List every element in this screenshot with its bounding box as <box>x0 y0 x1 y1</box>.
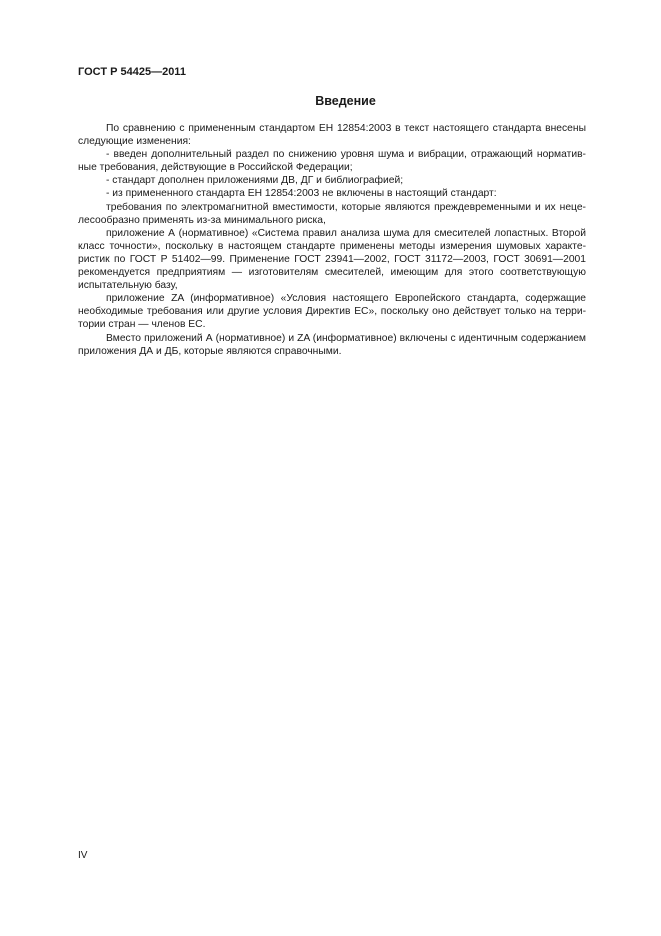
text-line: ристик по ГОСТ Р 51402—99. Применение ГОСТ 23941—2002, ГОСТ 31172—2003, ГОСТ 30691—2001 <box>78 253 586 265</box>
text-line: приложения ДА и ДБ, которые являются справочными. <box>78 345 342 357</box>
text-line: класс точности», поскольку в настоящем стандарте применены методы измерения шумовых характе- <box>78 240 586 252</box>
text-line: необходимые требования или другие условия Директив ЕС», поскольку оно действует только на терри- <box>78 306 586 318</box>
document-header: ГОСТ Р 54425—2011 <box>78 66 186 78</box>
text-line: - из примененного стандарта ЕН 12854:2003 не включены в настоящий стандарт: <box>106 188 497 200</box>
text-line: По сравнению с примененным стандартом ЕН 12854:2003 в текст настоящего стандарта внесены <box>106 123 586 134</box>
text-line: приложение ZA (информативное) «Условия настоящего Европейского стандарта, содержащие <box>106 293 586 305</box>
text-line: следующие изменения: <box>78 136 191 148</box>
text-line: - стандарт дополнен приложениями ДВ, ДГ и библиографией; <box>106 175 404 187</box>
text-line: приложение А (нормативное) «Система правил анализа шума для смесителей лопастных. Второй <box>106 227 586 239</box>
section-title: Введение <box>315 94 376 108</box>
text-line: тории стран — членов ЕС. <box>78 319 206 331</box>
text-line: ные требования, действующие в Российской Федерации; <box>78 162 353 174</box>
text-line: испытательную базу, <box>78 280 178 292</box>
text-line: - введен дополнительный раздел по снижению уровня шума и вибрации, отражающий норматив- <box>106 149 586 161</box>
page-number: IV <box>78 850 88 861</box>
introduction-text <box>78 122 586 358</box>
text-line: лесообразно применять из-за минимального риска, <box>78 214 326 226</box>
text-line: требования по электромагнитной вместимости, которые являются преждевременными и их неце- <box>106 201 586 213</box>
text-line: Вместо приложений А (нормативное) и ZA (информативное) включены с идентичным содержанием <box>106 332 586 344</box>
text-line: рекомендуется предприятиям — изготовителям смесителей, имеющим для этого соответствующую <box>78 267 586 279</box>
